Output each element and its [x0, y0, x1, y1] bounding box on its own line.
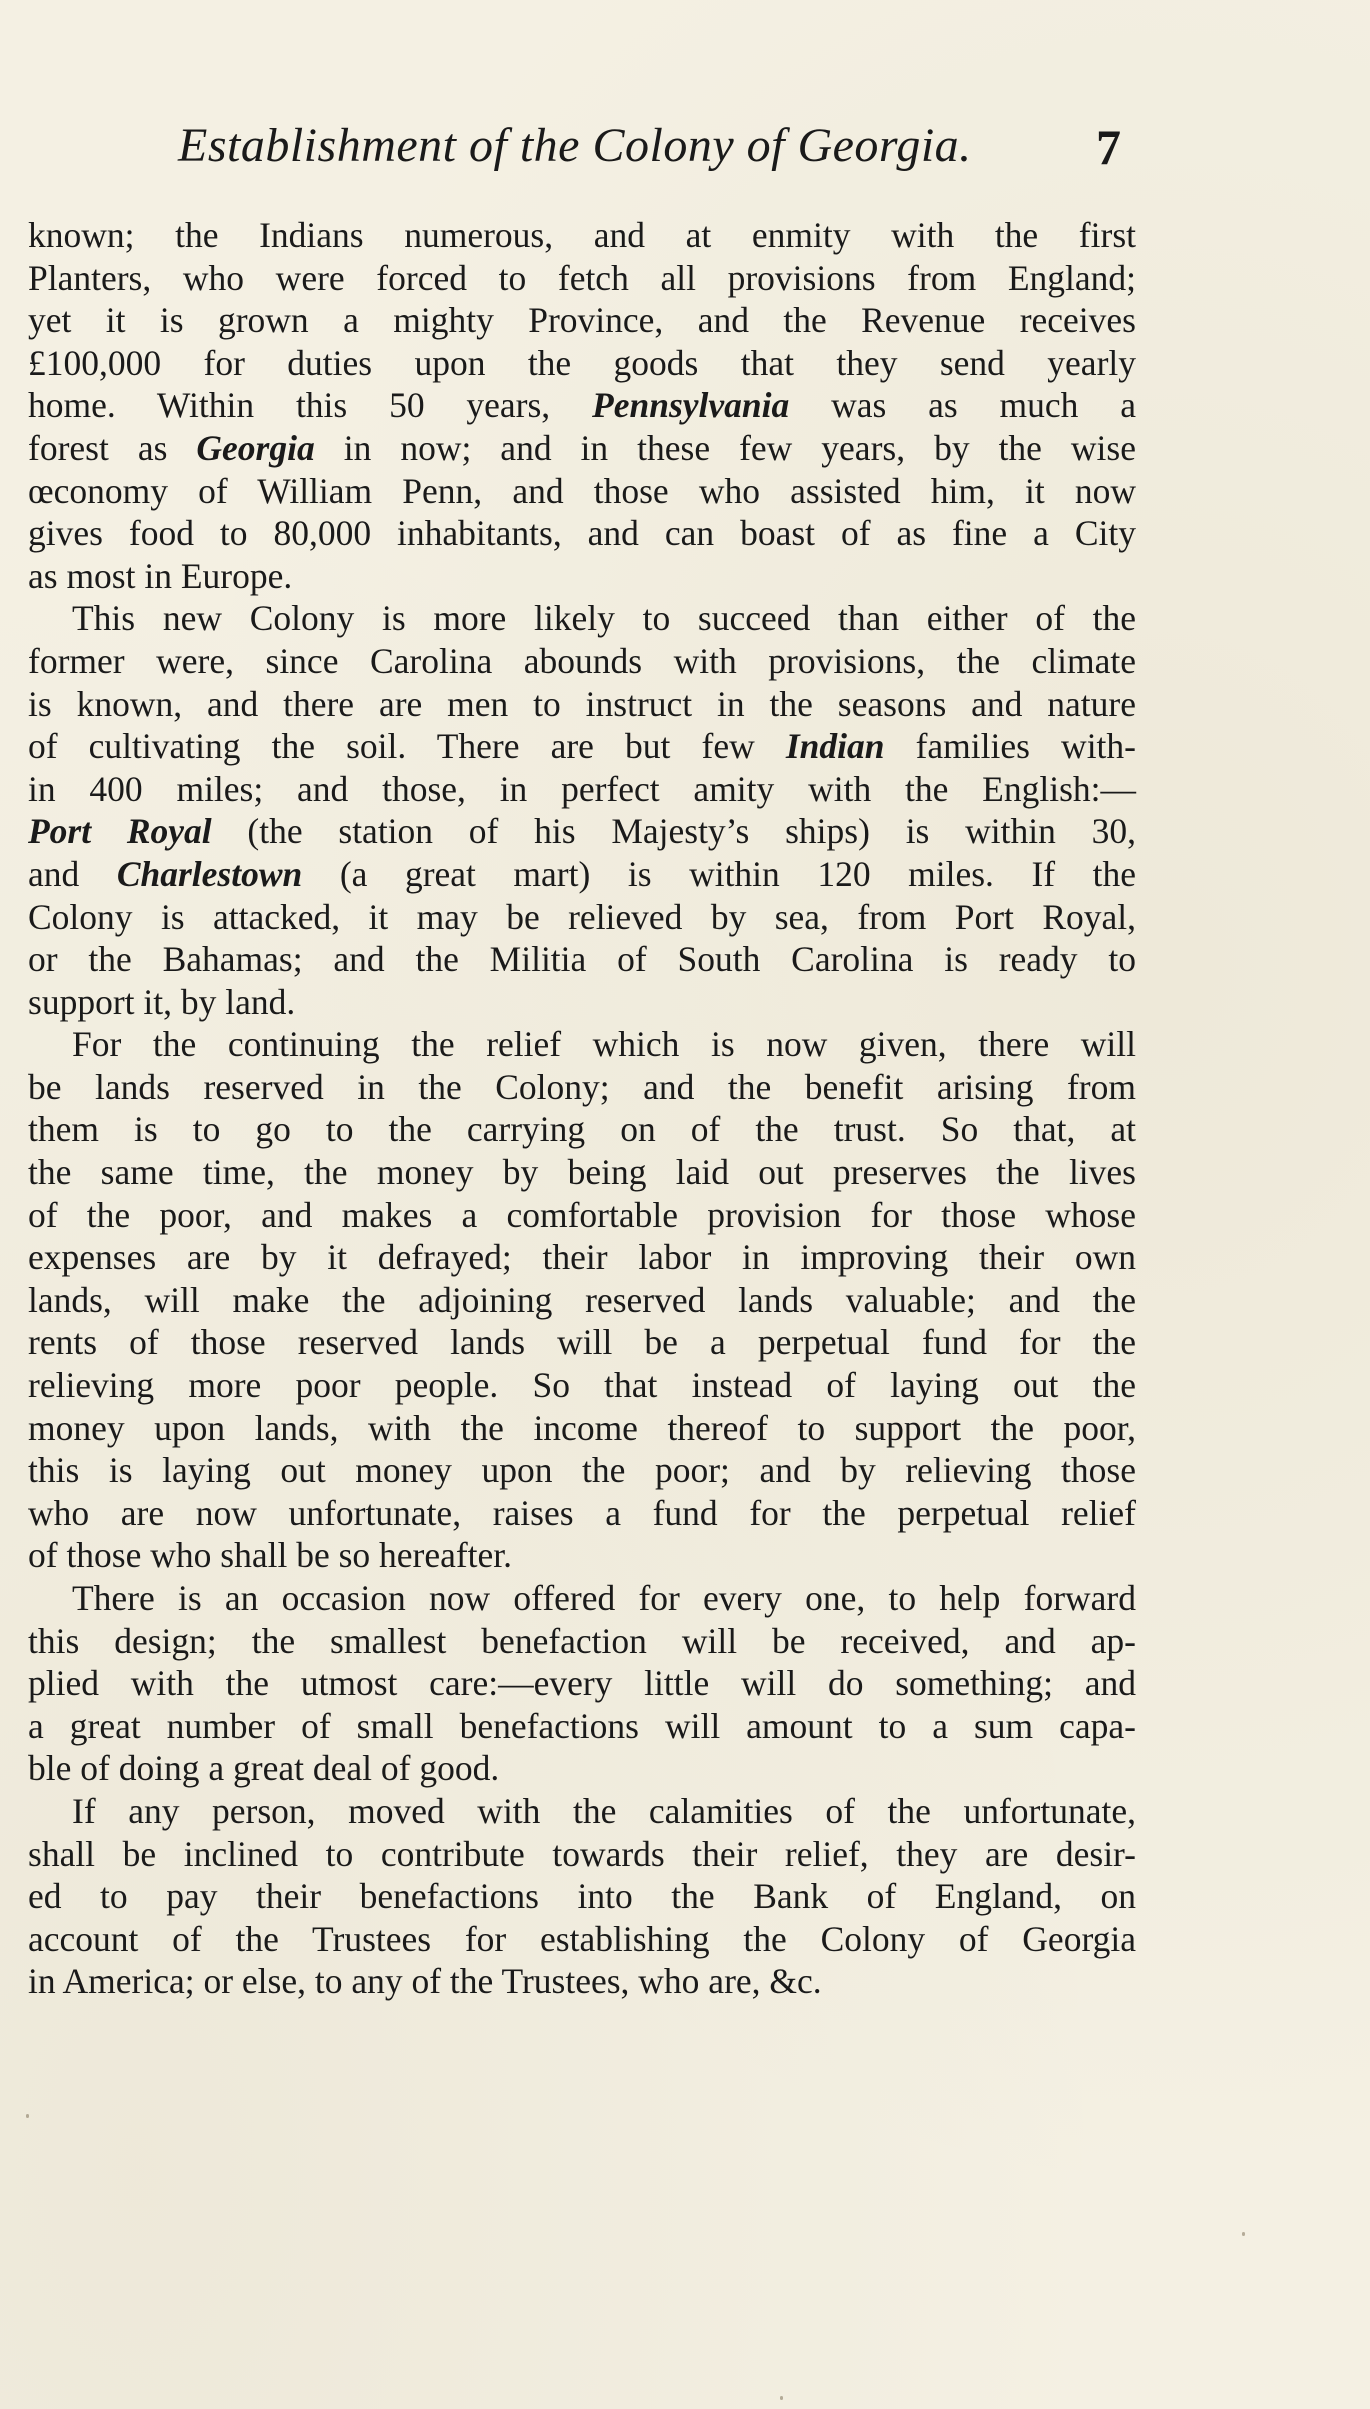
text-line: gives food to 80,000 inhabitants, and can boast of as fine a City — [28, 513, 1136, 554]
italic-term: Charlestown — [116, 853, 303, 894]
paragraph — [28, 1023, 1136, 1577]
text-line: account of the Trustees for establishing the Colony of Georgia — [28, 1918, 1136, 1959]
text-line: this design; the smallest benefaction will be received, and ap- — [28, 1620, 1136, 1661]
text-line: Planters, who were forced to fetch all provisions from England; — [28, 257, 1136, 298]
text-line: yet it is grown a mighty Province, and the Revenue receives — [28, 300, 1136, 341]
text-line: the same time, the money by being laid out preserves the lives — [28, 1152, 1136, 1193]
running-head — [0, 118, 1370, 188]
text-line: be lands reserved in the Colony; and the benefit arising from — [28, 1066, 1136, 1107]
text-line: There is an occasion now offered for every one, to help forward — [72, 1578, 1136, 1618]
text-line: forest as Georgia in now; and in these few years, by the wise — [28, 427, 1136, 468]
text-line: Colony is attacked, it may be relieved by sea, from Port Royal, — [28, 896, 1136, 937]
text-line: known; the Indians numerous, and at enmity with the first — [28, 215, 1136, 255]
text-line: rents of those reserved lands will be a perpetual fund for the — [28, 1322, 1136, 1363]
text-line: support it, by land. — [28, 981, 296, 1022]
text-line: former were, since Carolina abounds with provisions, the climate — [28, 640, 1136, 681]
text-line: this is laying out money upon the poor; and by relieving those — [28, 1450, 1136, 1491]
text-line: shall be inclined to contribute towards their relief, they are desir- — [28, 1833, 1136, 1874]
paragraph — [28, 1577, 1136, 1790]
paper-speck — [780, 2396, 783, 2400]
text-line: Port Royal (the station of his Majesty’s ships) is within 30, — [28, 811, 1136, 852]
italic-term: Pennsylvania — [592, 385, 790, 426]
text-line: home. Within this 50 years, Pennsylvania was as much a — [28, 385, 1136, 426]
text-line: in America; or else, to any of the Trustees, who are, &c. — [28, 1961, 822, 2002]
body-text — [28, 214, 1136, 2003]
paper-speck — [26, 2114, 29, 2118]
text-line: money upon lands, with the income thereof to support the poor, — [28, 1407, 1136, 1448]
text-line: ed to pay their benefactions into the Bank of England, on — [28, 1876, 1136, 1917]
paragraph — [28, 1790, 1136, 2003]
text-line: as most in Europe. — [28, 555, 293, 596]
text-line: them is to go to the carrying on of the trust. So that, at — [28, 1109, 1136, 1150]
paragraph — [28, 597, 1136, 1023]
text-line: who are now unfortunate, raises a fund for the perpetual relief — [28, 1492, 1136, 1533]
text-line: of the poor, and makes a comfortable provision for those whose — [28, 1194, 1136, 1235]
text-line: For the continuing the relief which is now given, there will — [72, 1024, 1136, 1065]
text-line: expenses are by it defrayed; their labor in improving their own — [28, 1237, 1136, 1278]
text-line: If any person, moved with the calamities of the unfortunate, — [72, 1790, 1136, 1831]
text-line: lands, will make the adjoining reserved lands valuable; and the — [28, 1279, 1136, 1320]
text-line: is known, and there are men to instruct in the seasons and nature — [28, 683, 1136, 724]
page-number: 7 — [1096, 119, 1121, 175]
text-line: of cultivating the soil. There are but few Indian families with- — [28, 726, 1136, 767]
italic-term: Port Royal — [28, 811, 212, 852]
italic-term: Georgia — [196, 427, 315, 468]
paper-speck — [1242, 2232, 1245, 2236]
text-line: œconomy of William Penn, and those who assisted him, it now — [28, 470, 1136, 511]
running-title: Establishment of the Colony of Georgia. — [178, 119, 972, 172]
text-line: ble of doing a great deal of good. — [28, 1748, 500, 1789]
text-line: of those who shall be so hereafter. — [28, 1535, 513, 1576]
text-line: or the Bahamas; and the Militia of South Carolina is ready to — [28, 939, 1136, 980]
text-line: and Charlestown (a great mart) is within 120 miles. If the — [28, 853, 1137, 894]
text-line: This new Colony is more likely to succeed than either of the — [72, 598, 1136, 639]
italic-term: Indian — [785, 726, 885, 767]
text-line: a great number of small benefactions will amount to a sum capa- — [28, 1705, 1136, 1746]
text-line: in 400 miles; and those, in perfect amity with the English:— — [28, 768, 1136, 809]
text-line: £100,000 for duties upon the goods that they send yearly — [28, 342, 1136, 383]
text-line: plied with the utmost care:—every little will do something; and — [28, 1663, 1136, 1704]
text-line: relieving more poor people. So that instead of laying out the — [28, 1365, 1136, 1406]
paragraph — [28, 214, 1136, 597]
